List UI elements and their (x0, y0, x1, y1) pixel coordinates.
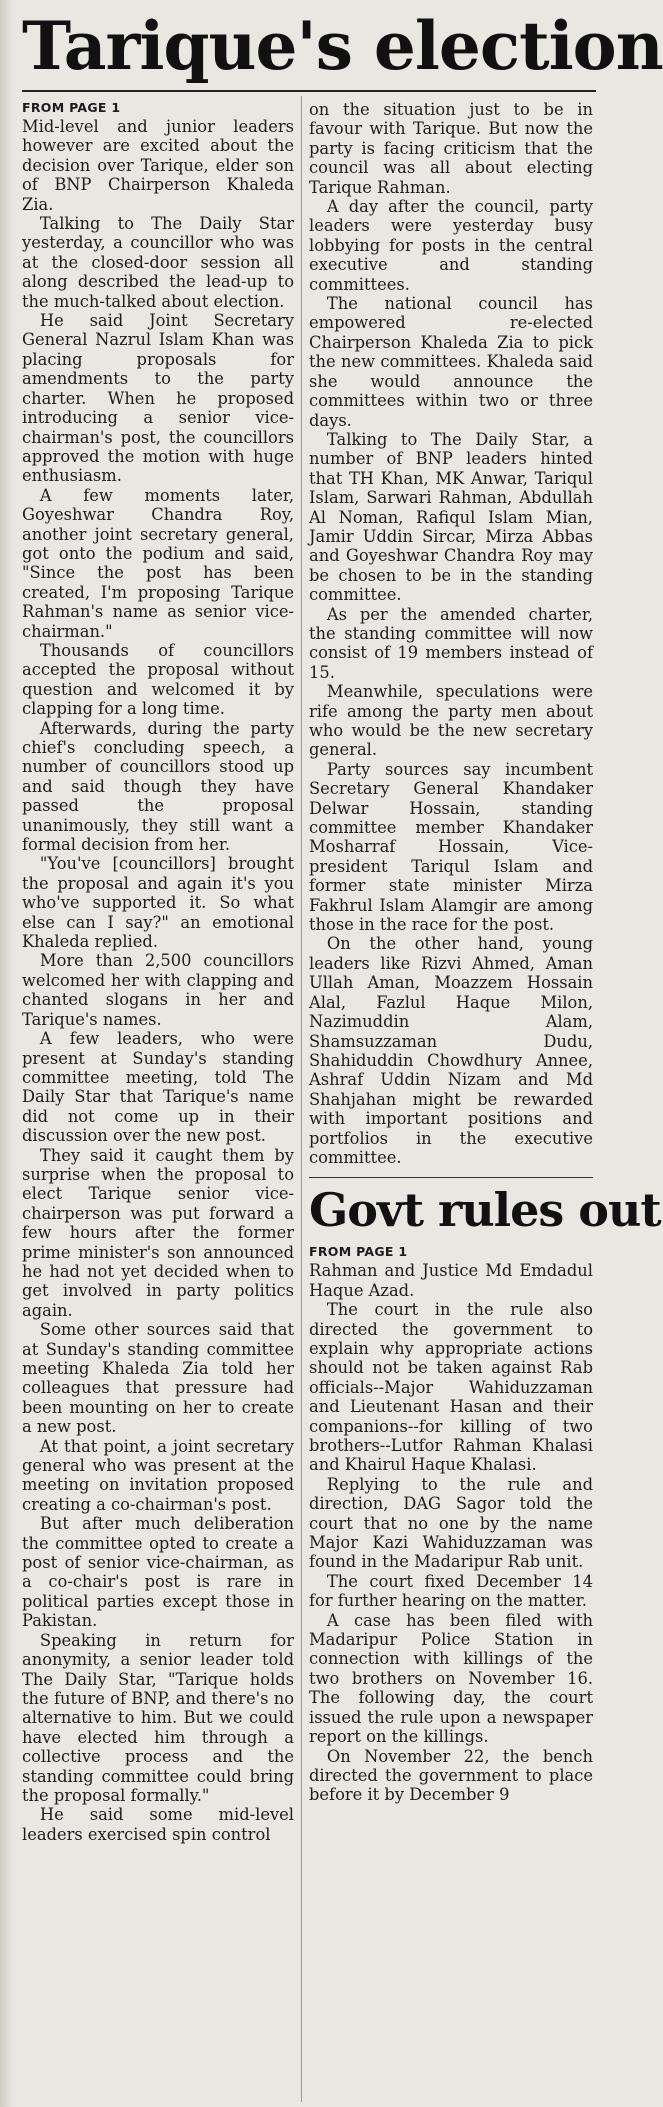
paragraph: Rahman and Justice Md Emdadul Haque Azad. (309, 1261, 593, 1300)
paragraph: The court in the rule also directed the government to explain why appropriate actions should not be taken against Rab officials--Major Wahiduzzaman and Lieutenant Hasan and their companions--for killing of two brothers--Lutfor Rahman Khalasi and Khairul Haque Khalasi. (309, 1300, 593, 1475)
paragraph: A case has been filed with Madaripur Police Station in connection with killings of the two brothers on November 16. The following day, the court issued the rule upon a newspaper report on the killings. (309, 1610, 593, 1747)
headline-rule (22, 90, 596, 92)
column-divider (301, 96, 302, 2102)
paragraph: He said some mid-level leaders exercised spin control (22, 1805, 294, 1844)
paragraph: A few moments later, Goyeshwar Chandra Roy, another joint secretary general, got onto the podium and said, "Since the post has been created, I'm proposing Tarique Rahman's name as senior vice-chairman." (22, 485, 294, 641)
paragraph: A day after the council, party leaders were yesterday busy lobbying for posts in the central executive and standing committees. (309, 197, 593, 294)
paragraph: The court fixed December 14 for further hearing on the matter. (309, 1571, 593, 1611)
headline: Tarique's election (22, 7, 663, 85)
paragraph: Afterwards, during the party chief's concluding speech, a number of councillors stood up and said though they have passed the proposal unanimously, they still want a formal decision from her. (22, 718, 294, 855)
paragraph: The national council has empowered re-elected Chairperson Khaleda Zia to pick the new committees. Khaleda said she would announce the committees within two or three days. (309, 294, 593, 430)
paragraph: Meanwhile, speculations were rife among the party men about who would be the new secretary general. (309, 682, 593, 760)
paragraph: Speaking in return for anonymity, a senior leader told The Daily Star, "Tarique holds the future of BNP, and there's no alternative to him. But we could have elected him through a collective process and the standing committee could bring the proposal formally." (22, 1630, 294, 1805)
paragraph: on the situation just to be in favour with Tarique. But now the party is facing criticism that the council was all about electing Tarique Rahman. (309, 100, 593, 197)
left-column (22, 100, 294, 1844)
from-page-label: FROM PAGE 1 (309, 1244, 408, 1260)
paragraph: Replying to the rule and direction, DAG Sagor told the court that no one by the name Major Kazi Wahiduzzaman was found in the Madaripur Rab unit. (309, 1474, 593, 1572)
page-edge-shadow (0, 0, 14, 2107)
paragraph: They said it caught them by surprise when the proposal to elect Tarique senior vice-chairperson was put forward a few hours after the former prime minister's son announced he had not yet decided when to get involved in party politics again. (22, 1145, 294, 1320)
paragraph: Talking to The Daily Star yesterday, a councillor who was at the closed-door session all along described the lead-up to the much-talked about election. (22, 214, 294, 311)
paragraph: As per the amended charter, the standing committee will now consist of 19 members instead of 15. (309, 604, 593, 682)
paragraph: A few leaders, who were present at Sunday's standing committee meeting, told The Daily Star that Tarique's name did not come up in their discussion over the new post. (22, 1029, 294, 1146)
paragraph: But after much deliberation the committee opted to create a post of senior vice-chairman, as a co-chair's post is rare in political parties except those in Pakistan. (22, 1514, 294, 1631)
paragraph: He said Joint Secretary General Nazrul Islam Khan was placing proposals for amendments to the party charter. When he proposed introducing a senior vice-chairman's post, the councillors approved the motion with huge enthusiasm. (22, 311, 294, 486)
paragraph: On the other hand, young leaders like Rizvi Ahmed, Aman Ullah Aman, Moazzem Hossain Alal, Fazlul Haque Milon, Nazimuddin Alam, Shamsuzzaman Dudu, Shahiduddin Chowdhury Annee, Ashraf Uddin Nizam and Md Shahjahan might be rewarded with important positions and portfolios in the executive committee. (309, 934, 593, 1167)
from-page-label: FROM PAGE 1 (22, 100, 121, 115)
paragraph: More than 2,500 councillors welcomed her with clapping and chanted slogans in her and Tarique's names. (22, 951, 294, 1029)
right-column (309, 100, 661, 1805)
paragraph: Some other sources said that at Sunday's standing committee meeting Khaleda Zia told her colleagues that pressure had been mounting on her to create a new post. (22, 1320, 294, 1437)
paragraph: Party sources say incumbent Secretary General Khandaker Delwar Hossain, standing committee member Khandaker Mosharraf Hossain, Vice-president Tariqul Islam and former state minister Mirza Fakhrul Islam Alamgir are among those in the race for the post. (309, 759, 593, 935)
subhead-rule (309, 1177, 593, 1178)
paragraph: Thousands of councillors accepted the proposal without question and welcomed it by clapping for a long time. (22, 640, 294, 719)
paragraph: Talking to The Daily Star, a number of BNP leaders hinted that TH Khan, MK Anwar, Tariqul Islam, Sarwari Rahman, Abdullah Al Noman, Rafiqul Islam Mian, Jamir Uddin Sircar, Mirza Abbas and Goyeshwar Chandra Roy may be chosen to be in the standing committee. (309, 429, 593, 605)
paragraph: Mid-level and junior leaders however are excited about the decision over Tarique, elder son of BNP Chairperson Khaleda Zia. (22, 117, 294, 214)
paragraph: "You've [councillors] brought the proposal and again it's you who've supported it. So what else can I say?" an emotional Khaleda replied. (22, 854, 294, 952)
subhead-govt-rules-out: Govt rules out (309, 1183, 661, 1238)
paragraph: On November 22, the bench directed the government to place before it by December 9 (309, 1746, 593, 1805)
paragraph: At that point, a joint secretary general who was present at the meeting on invitation proposed creating a co-chairman's post. (22, 1436, 294, 1514)
